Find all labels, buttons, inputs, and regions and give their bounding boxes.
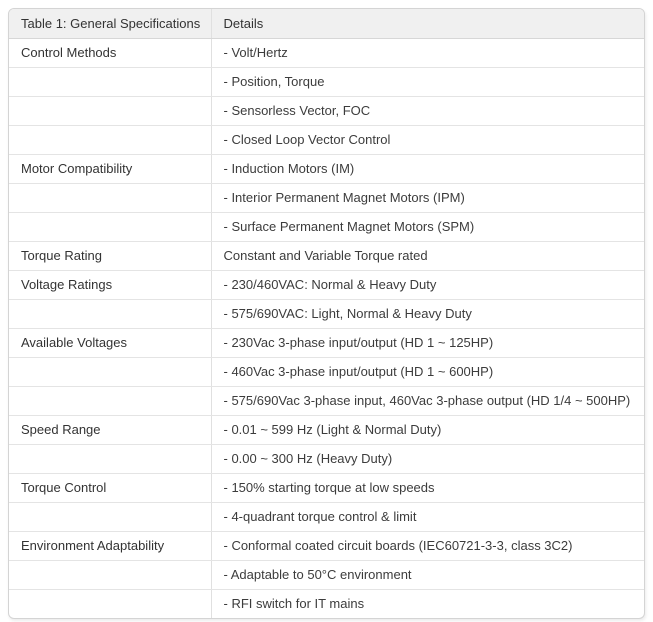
spec-detail-cell: - Sensorless Vector, FOC [211, 96, 644, 125]
table-row [9, 241, 644, 270]
table-row [9, 357, 644, 386]
table-row [9, 560, 644, 589]
spec-detail-cell: - 575/690VAC: Light, Normal & Heavy Duty [211, 299, 644, 328]
spec-detail-cell: - 230/460VAC: Normal & Heavy Duty [211, 270, 644, 299]
spec-label-cell: Motor Compatibility [9, 154, 211, 183]
table-row [9, 212, 644, 241]
spec-detail-cell: - Position, Torque [211, 67, 644, 96]
spec-label-cell [9, 299, 211, 328]
spec-detail-cell: - 0.01 ~ 599 Hz (Light & Normal Duty) [211, 415, 644, 444]
spec-detail-cell: Constant and Variable Torque rated [211, 241, 644, 270]
table-row [9, 415, 644, 444]
spec-detail-cell: - Adaptable to 50°C environment [211, 560, 644, 589]
spec-detail-cell: - 230Vac 3-phase input/output (HD 1 ~ 125HP) [211, 328, 644, 357]
spec-label-cell: Torque Rating [9, 241, 211, 270]
table-row [9, 386, 644, 415]
spec-detail-cell: - 460Vac 3-phase input/output (HD 1 ~ 600HP) [211, 357, 644, 386]
spec-detail-cell: - 0.00 ~ 300 Hz (Heavy Duty) [211, 444, 644, 473]
spec-label-cell [9, 502, 211, 531]
spec-label-cell: Control Methods [9, 38, 211, 67]
general-specifications-table [8, 8, 645, 619]
spec-label-cell [9, 357, 211, 386]
header-cell-title: Table 1: General Specifications [9, 9, 211, 38]
spec-label-cell: Environment Adaptability [9, 531, 211, 560]
spec-table-body [9, 38, 644, 618]
spec-label-cell: Speed Range [9, 415, 211, 444]
spec-label-cell [9, 386, 211, 415]
spec-detail-cell: - 575/690Vac 3-phase input, 460Vac 3-phase output (HD 1/4 ~ 500HP) [211, 386, 644, 415]
spec-label-cell [9, 96, 211, 125]
spec-detail-cell: - Induction Motors (IM) [211, 154, 644, 183]
table-row [9, 96, 644, 125]
table-row [9, 502, 644, 531]
table-row [9, 125, 644, 154]
spec-detail-cell: - Closed Loop Vector Control [211, 125, 644, 154]
spec-label-cell: Available Voltages [9, 328, 211, 357]
table-row [9, 154, 644, 183]
spec-table [9, 9, 644, 618]
spec-detail-cell: - 4-quadrant torque control & limit [211, 502, 644, 531]
spec-detail-cell: - Conformal coated circuit boards (IEC60721-3-3, class 3C2) [211, 531, 644, 560]
spec-label-cell [9, 444, 211, 473]
spec-label-cell: Voltage Ratings [9, 270, 211, 299]
spec-detail-cell: - RFI switch for IT mains [223, 596, 365, 612]
table-row [9, 183, 644, 212]
spec-detail-cell: - Surface Permanent Magnet Motors (SPM) [211, 212, 644, 241]
spec-label-cell [9, 183, 211, 212]
spec-detail-cell: - 150% starting torque at low speeds [211, 473, 644, 502]
spec-detail-cell: - Volt/Hertz [211, 38, 644, 67]
table-row [9, 270, 644, 299]
table-row [9, 328, 644, 357]
table-row [9, 299, 644, 328]
table-row [9, 38, 644, 67]
spec-label-cell [9, 560, 211, 589]
table-row [9, 67, 644, 96]
table-row [9, 444, 644, 473]
table-row [9, 473, 644, 502]
table-row [9, 531, 644, 560]
table-row [9, 589, 644, 618]
spec-label-cell [9, 212, 211, 241]
spec-label-cell [9, 589, 211, 618]
header-cell-details: Details [211, 9, 644, 38]
spec-detail-cell: - Interior Permanent Magnet Motors (IPM) [211, 183, 644, 212]
spec-table-header [9, 9, 644, 38]
spec-label-cell [9, 125, 211, 154]
spec-label-cell [9, 67, 211, 96]
header-row [9, 9, 644, 38]
spec-label-cell: Torque Control [9, 473, 211, 502]
